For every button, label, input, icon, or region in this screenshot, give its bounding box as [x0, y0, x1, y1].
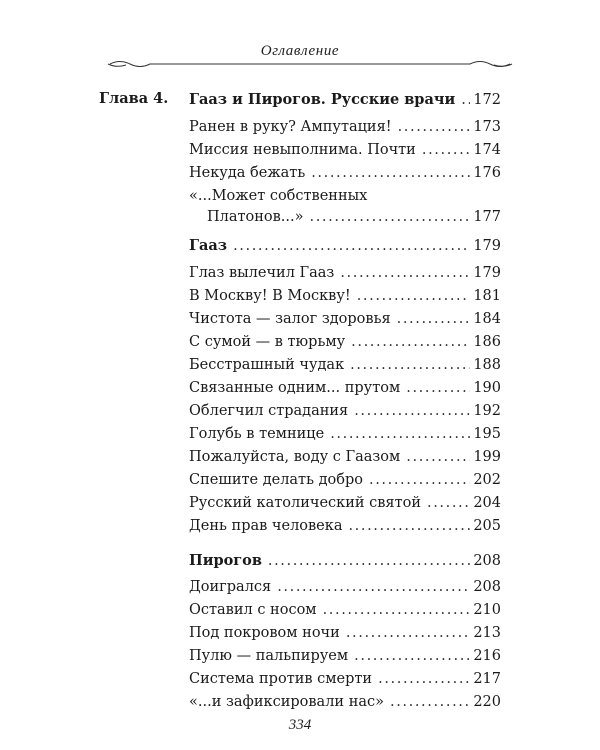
dot-leader: [406, 448, 470, 467]
dot-leader: [390, 693, 470, 712]
entry-title: Связанные одним... прутом: [189, 380, 401, 396]
section-heading-pirogov[interactable]: [189, 551, 501, 571]
page-number: 192: [473, 403, 501, 419]
entry-title: Оставил с носом: [189, 602, 317, 618]
dot-leader: [233, 237, 470, 256]
running-head: Оглавление: [260, 43, 340, 59]
dot-leader: [461, 91, 470, 110]
page-number: 195: [473, 426, 501, 442]
entry-title-line2: Платонов...»: [207, 209, 304, 225]
page-number: 205: [473, 518, 501, 534]
toc-entry-multiline[interactable]: [189, 186, 501, 228]
entry-title: Ранен в руку? Ампутация!: [189, 119, 392, 135]
entry-title: Под покровом ночи: [189, 625, 340, 641]
dot-leader: [351, 333, 470, 352]
toc-entry[interactable]: [189, 425, 501, 444]
page-number: 202: [473, 472, 501, 488]
dot-leader: [427, 494, 470, 513]
toc-entry[interactable]: [189, 624, 501, 643]
page-number: 220: [473, 694, 501, 710]
toc-entry[interactable]: [189, 379, 501, 398]
toc-entry[interactable]: [189, 601, 501, 620]
toc-entry[interactable]: [189, 578, 501, 597]
page-number: 213: [473, 625, 501, 641]
dot-leader: [357, 287, 471, 306]
page-number: 172: [473, 92, 501, 108]
dot-leader: [323, 601, 471, 620]
section-heading-haas[interactable]: [189, 236, 501, 256]
entry-title: Облегчил страдания: [189, 403, 349, 419]
dot-leader: [397, 310, 471, 329]
dot-leader: [310, 207, 471, 228]
toc-entry[interactable]: [189, 517, 501, 536]
entry-title: Бесстрашный чудак: [189, 357, 345, 373]
entry-title: Доигрался: [189, 579, 272, 595]
page-number: 177: [473, 209, 501, 225]
page-number: 179: [473, 238, 501, 254]
toc-entry[interactable]: [189, 356, 501, 375]
page-number: 179: [473, 265, 501, 281]
toc-entry[interactable]: [189, 264, 501, 283]
page-number: 186: [473, 334, 501, 350]
entry-title: «...и зафиксировали нас»: [189, 694, 384, 710]
page-number: 184: [473, 311, 501, 327]
page-number: 176: [473, 165, 501, 181]
page-folio: 334: [288, 717, 312, 733]
toc-entry[interactable]: [189, 333, 501, 352]
entry-title-line1: «...Может собственных: [189, 188, 368, 204]
page-number: 173: [473, 119, 501, 135]
dot-leader: [354, 402, 470, 421]
page-number: 217: [473, 671, 501, 687]
entry-title: Пирогов: [189, 552, 262, 569]
chapter-label: Глава 4.: [99, 90, 169, 107]
page-number: 188: [473, 357, 501, 373]
entry-title: Миссия невыполнима. Почти: [189, 142, 416, 158]
entry-title: В Москву! В Москву!: [189, 288, 351, 304]
toc-entry[interactable]: [189, 670, 501, 689]
entry-title: Система против смерти: [189, 671, 373, 687]
dot-leader: [398, 118, 471, 137]
toc-entry[interactable]: [189, 448, 501, 467]
dot-leader: [277, 578, 470, 597]
toc-entry[interactable]: [189, 494, 501, 513]
page-number: 174: [473, 142, 501, 158]
page-number: 190: [473, 380, 501, 396]
entry-title: Гааз: [189, 237, 228, 254]
toc-entry[interactable]: [189, 402, 501, 421]
entry-title: Гааз и Пирогов. Русские врачи: [189, 91, 456, 108]
page-number: 208: [473, 579, 501, 595]
dot-leader: [378, 670, 470, 689]
dot-leader: [268, 552, 470, 571]
dot-leader: [369, 471, 470, 490]
toc-entry[interactable]: [189, 471, 501, 490]
chapter-title-entry[interactable]: [189, 90, 501, 110]
entry-title: С сумой — в тюрьму: [189, 334, 346, 350]
page-number: 208: [473, 553, 501, 569]
toc-entry[interactable]: [189, 141, 501, 160]
dot-leader: [330, 425, 470, 444]
page-number: 210: [473, 602, 501, 618]
entry-title: Русский католический святой: [189, 495, 421, 511]
entry-title: Некуда бежать: [189, 165, 306, 181]
dot-leader: [422, 141, 470, 160]
entry-title: Пулю — пальпируем: [189, 648, 349, 664]
page-number: 204: [473, 495, 501, 511]
entry-title: День прав человека: [189, 518, 343, 534]
page-number: 181: [473, 288, 501, 304]
toc-entry[interactable]: [189, 693, 501, 712]
dot-leader: [354, 647, 470, 666]
toc-entry[interactable]: [189, 164, 501, 183]
dot-leader: [348, 517, 470, 536]
page-number: 216: [473, 648, 501, 664]
entry-title: Пожалуйста, воду с Гаазом: [189, 449, 401, 465]
dot-leader: [346, 624, 471, 643]
entry-title: Спешите делать добро: [189, 472, 363, 488]
toc-entry[interactable]: [189, 310, 501, 329]
entry-title: Глаз вылечил Гааз: [189, 265, 335, 281]
entry-title: Голубь в темнице: [189, 426, 325, 442]
dot-leader: [350, 356, 470, 375]
entry-title: Чистота — залог здоровья: [189, 311, 391, 327]
dot-leader: [340, 264, 470, 283]
dot-leader: [406, 379, 470, 398]
toc-entry[interactable]: [189, 287, 501, 306]
page-number: 199: [473, 449, 501, 465]
dot-leader: [311, 164, 470, 183]
toc-entry[interactable]: [189, 118, 501, 137]
toc-entry[interactable]: [189, 647, 501, 666]
